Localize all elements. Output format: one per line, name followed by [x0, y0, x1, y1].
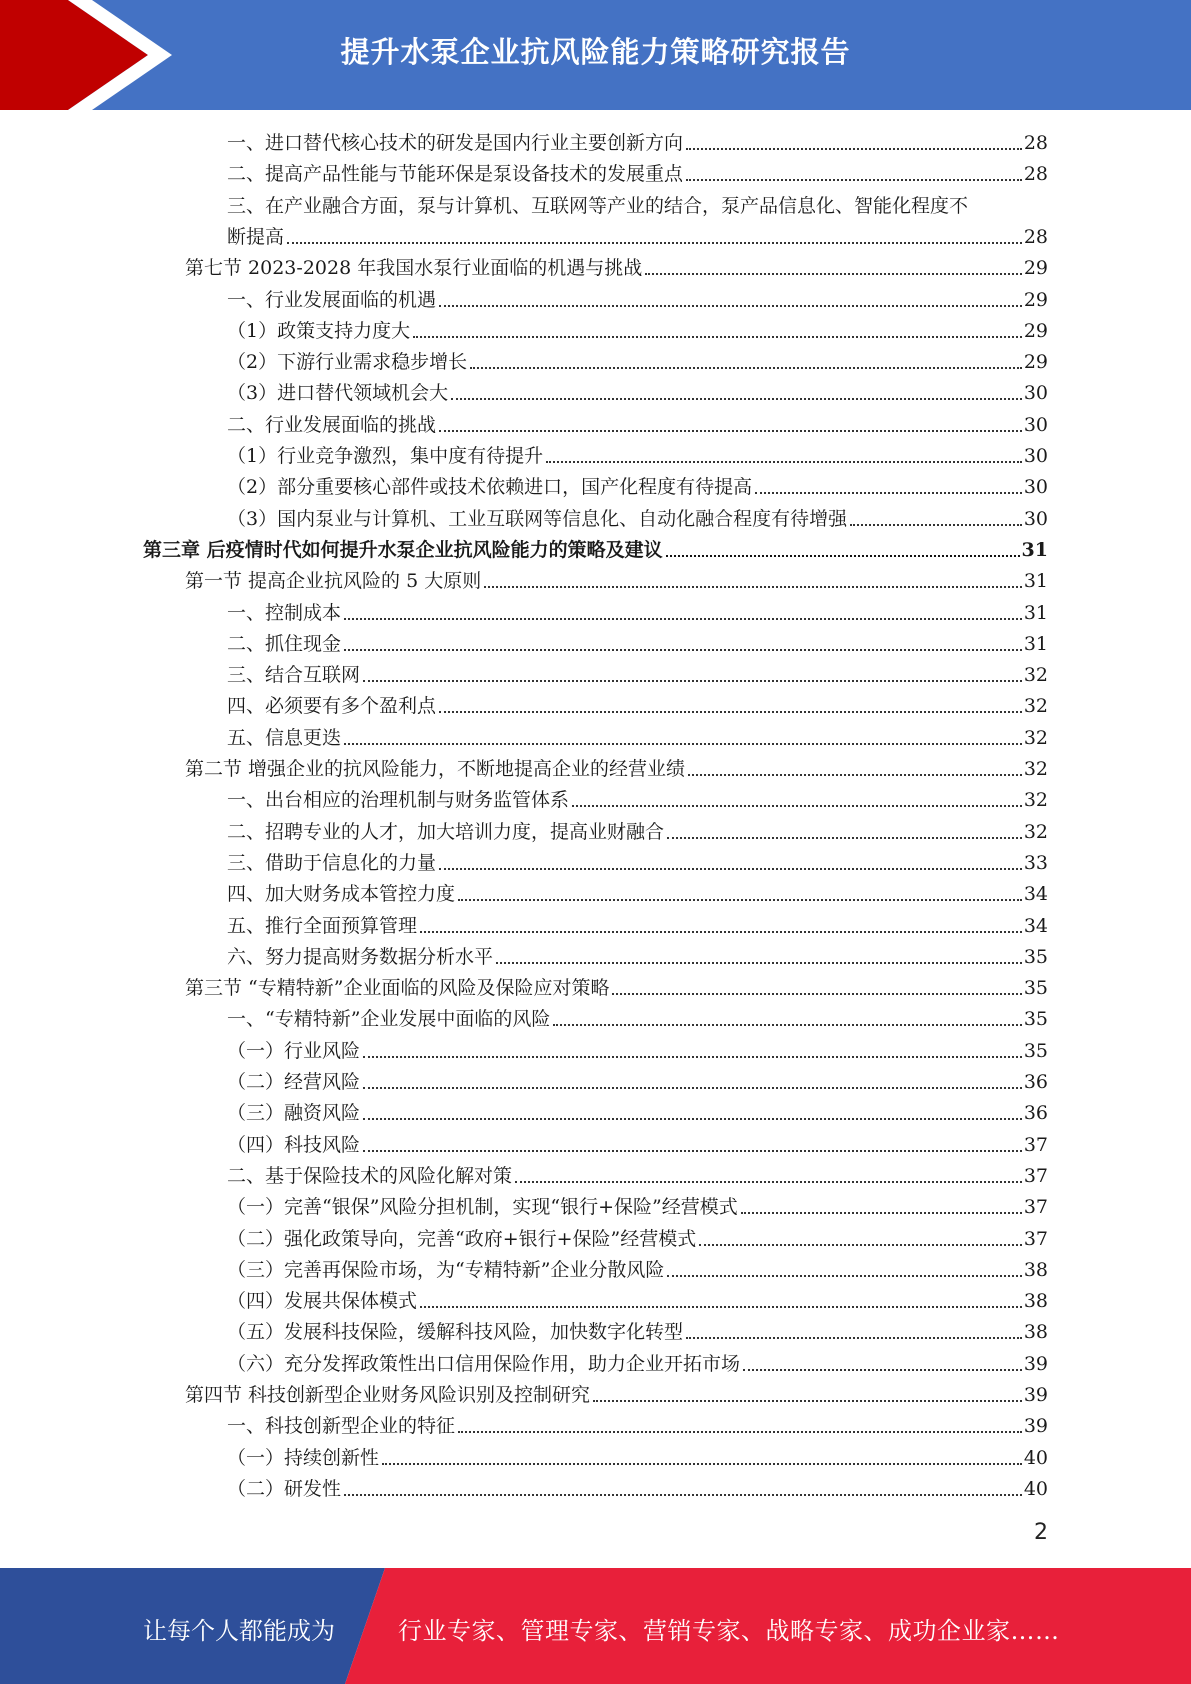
toc-dot-leader [439, 867, 1022, 870]
toc-dot-leader [344, 648, 1022, 651]
toc-page-number: 35 [1023, 1008, 1048, 1031]
toc-dot-leader [382, 1462, 1022, 1465]
toc-page-number: 38 [1023, 1321, 1048, 1344]
toc-dot-leader [645, 272, 1022, 275]
toc-entry[interactable] [227, 660, 1048, 691]
toc-entry-title: （一）持续创新性 [227, 1446, 380, 1469]
toc-entry[interactable] [227, 1349, 1048, 1380]
toc-page-number: 29 [1023, 288, 1048, 311]
toc-page-number: 29 [1023, 319, 1048, 342]
page-number: 2 [1034, 1520, 1048, 1545]
toc-entry[interactable] [227, 378, 1048, 409]
toc-page-number: 35 [1023, 977, 1048, 1000]
toc-entry-title: 六、努力提高财务数据分析水平 [227, 945, 494, 968]
toc-page-number: 37 [1023, 1133, 1048, 1156]
toc-entry[interactable] [227, 723, 1048, 754]
toc-dot-leader [344, 742, 1022, 745]
toc-entry-title: 二、行业发展面临的挑战 [227, 413, 437, 436]
footer-slogan-left: 让每个人都能成为 [143, 1617, 335, 1645]
toc-dot-leader [593, 1399, 1022, 1402]
toc-page-number: 29 [1023, 351, 1048, 374]
toc-dot-leader [451, 397, 1022, 400]
toc-entry-title: 二、提高产品性能与节能环保是泵设备技术的发展重点 [227, 163, 684, 186]
toc-dot-leader [344, 1493, 1022, 1496]
toc-entry-title: 第七节 2023-2028 年我国水泵行业面临的机遇与挑战 [185, 257, 643, 280]
toc-entry-title: （五）发展科技保险，缓解科技风险，加快数字化转型 [227, 1321, 684, 1344]
toc-entry[interactable] [227, 1036, 1048, 1067]
toc-dot-leader [363, 1086, 1022, 1089]
toc-entry-title: 三、在产业融合方面，泵与计算机、互联网等产业的结合，泵产品信息化、智能化程度不 [227, 194, 969, 217]
footer-slogan-right: 行业专家、管理专家、营销专家、战略专家、成功企业家…… [398, 1617, 1060, 1645]
toc-entry-title: 第三节 “专精特新”企业面临的风险及保险应对策略 [185, 977, 610, 1000]
toc-entry-title: 第三章 后疫情时代如何提升水泵企业抗风险能力的策略及建议 [143, 538, 663, 561]
toc-dot-leader [686, 178, 1022, 181]
report-title: 提升水泵企业抗风险能力策略研究报告 [340, 35, 851, 69]
toc-entry-title: 五、信息更迭 [227, 726, 342, 749]
toc-page-number: 28 [1023, 132, 1048, 154]
toc-page-number: 37 [1023, 1227, 1048, 1250]
toc-entry[interactable] [227, 1443, 1048, 1474]
toc-entry-title: 一、“专精特新”企业发展中面临的风险 [227, 1008, 551, 1031]
toc-entry-title: 断提高 [227, 225, 285, 248]
toc-entry[interactable] [227, 441, 1048, 472]
toc-dot-leader [546, 460, 1022, 463]
toc-entry[interactable] [227, 691, 1048, 722]
toc-entry-title: 四、必须要有多个盈利点 [227, 695, 437, 718]
toc-page-number: 32 [1023, 758, 1048, 780]
toc-entry[interactable] [227, 1255, 1048, 1286]
toc-dot-leader [666, 554, 1020, 557]
toc-page-number: 36 [1023, 1071, 1048, 1093]
toc-entry[interactable] [185, 566, 1048, 597]
toc-entry-title: （二）研发性 [227, 1477, 342, 1500]
toc-dot-leader [612, 992, 1021, 995]
toc-entry[interactable] [227, 848, 1048, 879]
toc-entry-title: 一、行业发展面临的机遇 [227, 288, 437, 311]
toc-dot-leader [496, 961, 1022, 964]
toc-entry[interactable] [227, 316, 1048, 347]
toc-entry-title: （二）经营风险 [227, 1071, 361, 1093]
toc-page-number: 32 [1023, 820, 1048, 843]
toc-entry-title: （1）行业竞争激烈，集中度有待提升 [227, 445, 544, 467]
toc-page-number: 34 [1023, 883, 1048, 906]
toc-entry-title: （一）行业风险 [227, 1039, 361, 1062]
toc-entry[interactable] [227, 1161, 1048, 1192]
toc-entry[interactable] [185, 754, 1048, 785]
toc-dot-leader [287, 241, 1022, 244]
toc-entry[interactable] [227, 1411, 1048, 1442]
toc-entry[interactable] [227, 410, 1048, 441]
toc-page-number: 34 [1023, 914, 1048, 937]
toc-entry[interactable] [227, 472, 1048, 503]
toc-dot-leader [699, 1243, 1022, 1246]
toc-dot-leader [470, 366, 1022, 369]
toc-dot-leader [743, 1368, 1022, 1371]
toc-page-number: 31 [1023, 632, 1048, 655]
toc-page-number: 30 [1023, 507, 1048, 530]
toc-dot-leader [413, 335, 1022, 338]
toc-entry[interactable] [227, 159, 1048, 190]
toc-entry[interactable] [227, 1317, 1048, 1348]
toc-dot-leader [439, 710, 1022, 713]
page-footer [0, 1568, 1191, 1684]
toc-page-number: 31 [1023, 570, 1048, 593]
toc-entry[interactable] [227, 1004, 1048, 1035]
toc-entry-title: （三）融资风险 [227, 1102, 361, 1125]
toc-page-number: 32 [1023, 789, 1048, 812]
toc-entry[interactable] [227, 1286, 1048, 1317]
toc-entry[interactable] [227, 942, 1048, 973]
toc-page-number: 39 [1023, 1415, 1048, 1438]
toc-entry-title: （六）充分发挥政策性出口信用保险作用，助力企业开拓市场 [227, 1352, 741, 1375]
toc-entry-title: （三）完善再保险市场，为“专精特新”企业分散风险 [227, 1258, 665, 1281]
page-header [0, 0, 1191, 110]
toc-page-number: 30 [1023, 476, 1048, 499]
toc-dot-leader [515, 1180, 1022, 1183]
toc-dot-leader [572, 804, 1022, 807]
toc-entry-title: 三、借助于信息化的力量 [227, 851, 437, 874]
toc-entry[interactable] [227, 629, 1048, 660]
toc-page-number: 38 [1023, 1290, 1048, 1313]
toc-page-number: 39 [1023, 1352, 1048, 1375]
toc-entry[interactable] [227, 1474, 1048, 1505]
toc-entry[interactable] [227, 347, 1048, 378]
toc-page-number: 38 [1023, 1258, 1048, 1281]
toc-dot-leader [741, 1211, 1022, 1214]
toc-page-number: 39 [1023, 1384, 1048, 1406]
toc-dot-leader [850, 523, 1022, 526]
toc-entry[interactable] [227, 598, 1048, 629]
toc-entry-title: （四）科技风险 [227, 1133, 361, 1156]
toc-dot-leader [686, 147, 1022, 150]
toc-entry-title: （2）下游行业需求稳步增长 [227, 351, 468, 374]
toc-dot-leader [667, 836, 1022, 839]
toc-page-number: 31 [1021, 538, 1048, 561]
toc-dot-leader [363, 1149, 1022, 1152]
toc-dot-leader [458, 1430, 1022, 1433]
toc-entry-title: 第四节 科技创新型企业财务风险识别及控制研究 [185, 1384, 591, 1406]
toc-page-number: 30 [1023, 445, 1048, 467]
toc-entry[interactable] [227, 504, 1048, 535]
toc-entry[interactable] [227, 785, 1048, 816]
toc-page-number: 32 [1023, 695, 1048, 718]
toc-page-number: 40 [1023, 1446, 1048, 1469]
toc-entry-title: （四）发展共保体模式 [227, 1290, 418, 1313]
toc-dot-leader [439, 429, 1022, 432]
toc-page-number: 37 [1023, 1164, 1048, 1187]
toc-page-number: 36 [1023, 1102, 1048, 1125]
toc-entry[interactable] [227, 1067, 1048, 1098]
toc-dot-leader [484, 585, 1022, 588]
toc-entry-title: （1）政策支持力度大 [227, 319, 411, 342]
toc-entry[interactable] [227, 879, 1048, 910]
toc-entry[interactable] [227, 1130, 1048, 1161]
toc-entry-title: 一、进口替代核心技术的研发是国内行业主要创新方向 [227, 132, 684, 154]
toc-dot-leader [667, 1274, 1021, 1277]
toc-page-number: 32 [1023, 664, 1048, 687]
toc-entry-title: 三、结合互联网 [227, 664, 361, 687]
toc-entry-title: 四、加大财务成本管控力度 [227, 883, 456, 906]
toc-dot-leader [420, 930, 1022, 933]
toc-entry-title: （二）强化政策导向，完善“政府+银行+保险”经营模式 [227, 1227, 697, 1250]
toc-entry[interactable] [227, 128, 1048, 159]
toc-entry[interactable] [227, 1098, 1048, 1129]
toc-page-number: 28 [1023, 163, 1048, 186]
toc-entry-title: （2）部分重要核心部件或技术依赖进口，国产化程度有待提高 [227, 476, 753, 499]
toc-dot-leader [363, 679, 1022, 682]
toc-dot-leader [439, 304, 1022, 307]
toc-entry-title: （一）完善“银保”风险分担机制，实现“银行+保险”经营模式 [227, 1196, 738, 1219]
toc-dot-leader [688, 773, 1022, 776]
toc-page-number: 35 [1023, 1039, 1048, 1062]
toc-page-number: 40 [1023, 1477, 1048, 1500]
toc-entry-title: 一、科技创新型企业的特征 [227, 1415, 456, 1438]
toc-page-number: 33 [1023, 851, 1048, 874]
toc-entry-title: 一、出台相应的治理机制与财务监管体系 [227, 789, 570, 812]
toc-dot-leader [363, 1117, 1022, 1120]
toc-entry[interactable] [227, 817, 1048, 848]
toc-entry[interactable] [227, 911, 1048, 942]
toc-entry-title: （3）进口替代领域机会大 [227, 382, 449, 405]
toc-entry[interactable] [227, 285, 1048, 316]
toc-page-number: 32 [1023, 726, 1048, 749]
toc-page-number: 28 [1023, 225, 1048, 248]
toc-entry[interactable] [227, 1224, 1048, 1255]
toc-entry-title: 第二节 增强企业的抗风险能力，不断地提高企业的经营业绩 [185, 758, 686, 780]
toc-entry[interactable] [185, 253, 1048, 284]
toc-page-number: 30 [1023, 413, 1048, 436]
toc-dot-leader [420, 1305, 1022, 1308]
toc-page-number: 35 [1023, 945, 1048, 968]
toc-page-number: 31 [1023, 601, 1048, 624]
toc-page-number: 30 [1023, 382, 1048, 405]
toc-entry-title: 二、招聘专业的人才，加大培训力度，提高业财融合 [227, 820, 665, 843]
toc-entry-title: 二、抓住现金 [227, 632, 342, 655]
toc-entry-title: （3）国内泵业与计算机、工业互联网等信息化、自动化融合程度有待增强 [227, 507, 848, 530]
toc-entry[interactable] [185, 1380, 1048, 1411]
toc-entry[interactable] [227, 1192, 1048, 1223]
toc-entry-title: 五、推行全面预算管理 [227, 914, 418, 937]
toc-dot-leader [458, 898, 1022, 901]
toc-dot-leader [755, 491, 1022, 494]
toc-entry-title: 一、控制成本 [227, 601, 342, 624]
toc-entry-title: 第一节 提高企业抗风险的 5 大原则 [185, 570, 482, 593]
toc-entry[interactable] [185, 973, 1048, 1004]
toc-entry[interactable] [227, 222, 1048, 253]
toc-dot-leader [686, 1336, 1022, 1339]
toc-page-number: 37 [1023, 1196, 1048, 1219]
toc-page-number: 29 [1023, 257, 1048, 280]
toc-dot-leader [344, 617, 1022, 620]
toc-entry-title: 二、基于保险技术的风险化解对策 [227, 1164, 513, 1187]
toc-dot-leader [363, 1055, 1022, 1058]
toc-dot-leader [553, 1023, 1021, 1026]
toc-entry[interactable] [143, 535, 1048, 566]
